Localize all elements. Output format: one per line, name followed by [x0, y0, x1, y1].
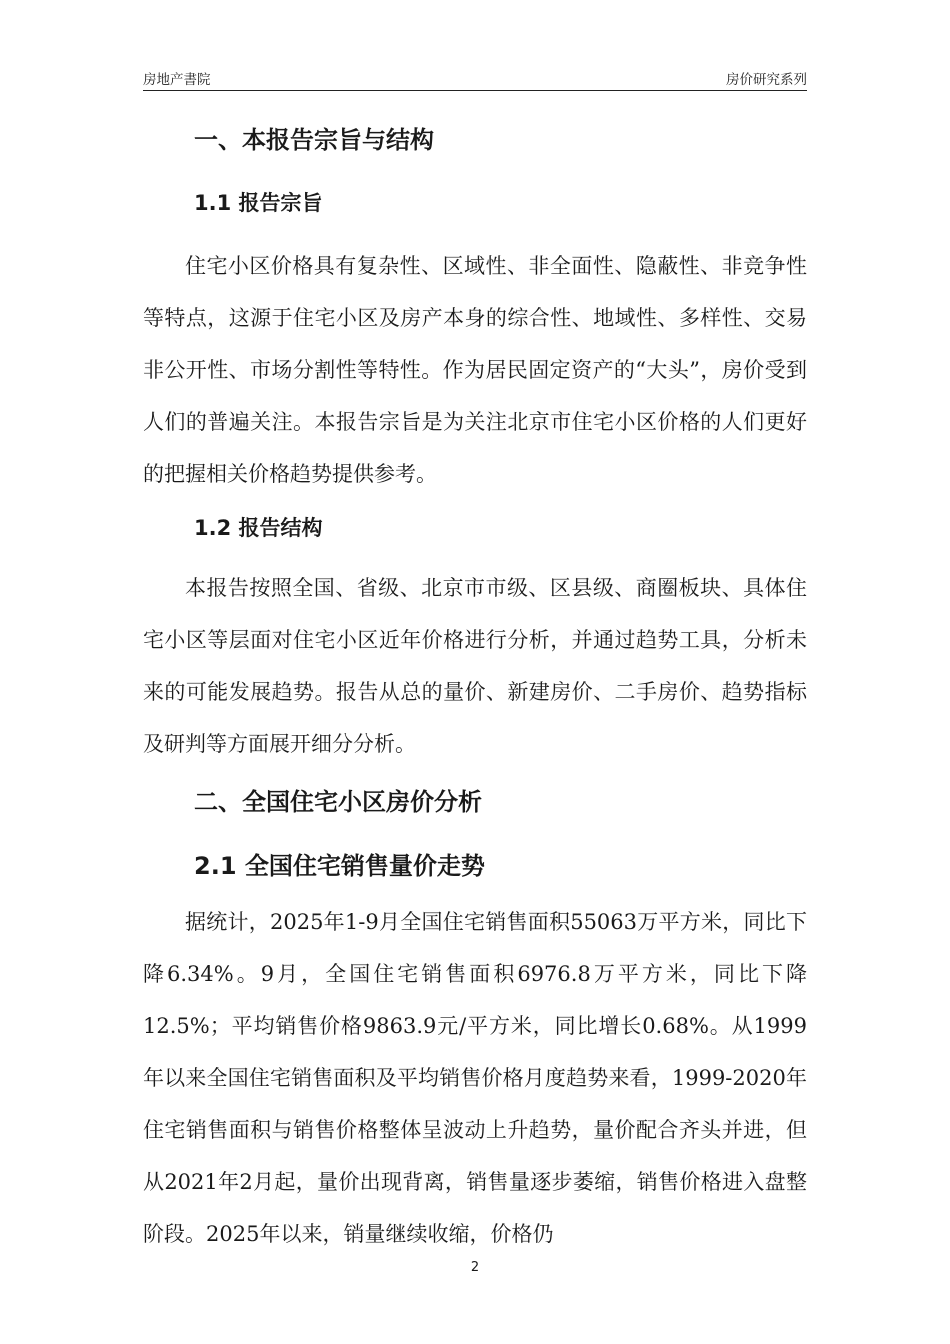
header-series: 房价研究系列 — [726, 72, 807, 88]
header-publisher: 房地产書院 — [143, 72, 211, 88]
section-2-1-paragraph: 据统计，2025年1-9月全国住宅销售面积55063万平方米，同比下降6.34%。9月，全国住宅销售面积6976.8万平方米，同比下降12.5%；平均销售价格9863.9元/平方米，同比增长0.68%。从1999年以来全国住宅销售面积及平均销售价格月度趋势来看，1999-2020年住宅销售面积与销售价格整体呈波动上升趋势，量价配合齐头并进，但从2021年2月起，量价出现背离，销售量逐步萎缩，销售价格进入盘整阶段。2025年以来，销量继续收缩，价格仍 — [143, 910, 807, 1246]
section-1-2-paragraph: 本报告按照全国、省级、北京市市级、区县级、商圈板块、具体住宅小区等层面对住宅小区近年价格进行分析，并通过趋势工具，分析未来的可能发展趋势。报告从总的量价、新建房价、二手房价、趋势指标及研判等方面展开细分分析。 — [143, 576, 807, 756]
section-1-2-title: 1.2 报告结构 — [194, 516, 323, 540]
section-1-1-paragraph: 住宅小区价格具有复杂性、区域性、非全面性、隐蔽性、非竞争性等特点，这源于住宅小区及房产本身的综合性、地域性、多样性、交易非公开性、市场分割性等特性。作为居民固定资产的“大头”，房价受到人们的普遍关注。本报告宗旨是为关注北京市住宅小区价格的人们更好的把握相关价格趋势提供参考。 — [143, 254, 807, 486]
section-2-1-title: 2.1 全国住宅销售量价走势 — [194, 852, 485, 880]
page-number: 2 — [470, 1260, 480, 1275]
section-2-title: 二、全国住宅小区房价分析 — [194, 788, 482, 816]
section-1-title: 一、本报告宗旨与结构 — [194, 126, 434, 154]
page-header — [143, 66, 807, 91]
section-1-1-title: 1.1 报告宗旨 — [194, 191, 323, 215]
